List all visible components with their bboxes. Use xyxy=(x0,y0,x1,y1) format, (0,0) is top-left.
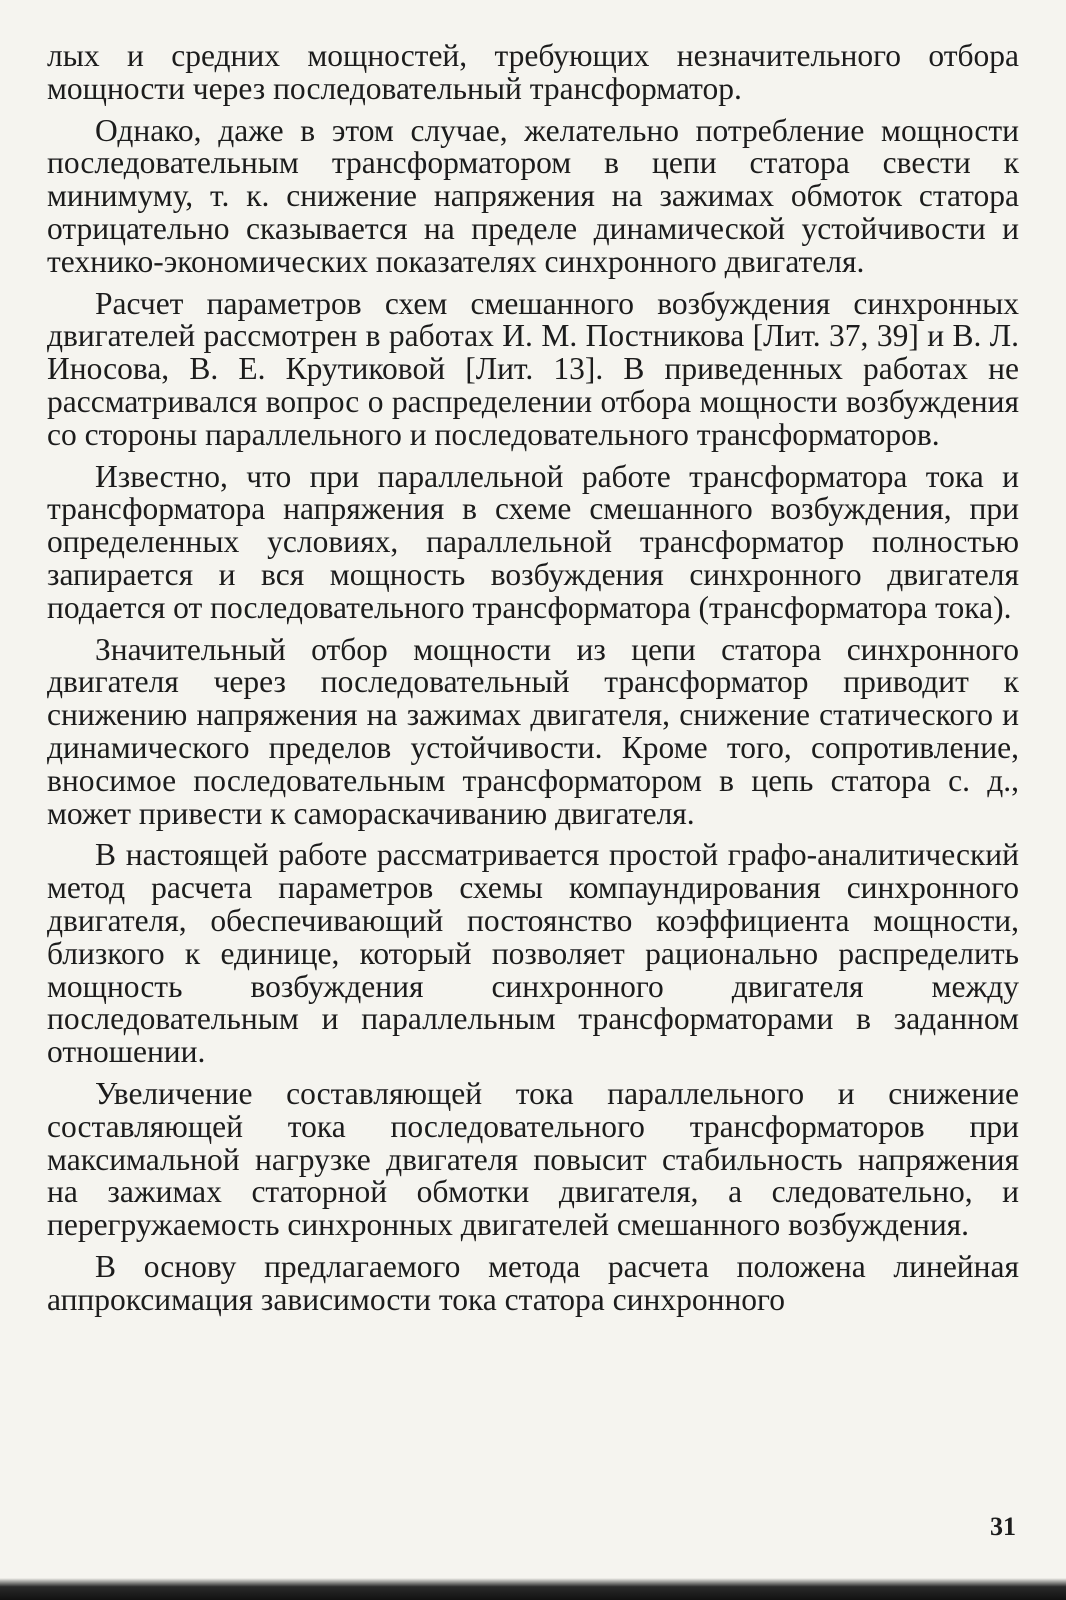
paragraph-4: Известно, что при параллельной работе трансформатора тока и трансформатора напряжения в схеме смешанного возбуждения, при определенных условиях, параллельной трансформатор полностью запирается и вся мощность возбуждения синхронного двигателя подается от последовательного трансформатора (трансформатора тока). xyxy=(47,458,1019,625)
scan-bottom-edge xyxy=(0,1578,1066,1600)
paragraph-6: В настоящей работе рассматривается простой графо-аналитический метод расчета параметров схемы компаундирования синхронного двигателя, обеспечивающий постоянство коэффициента мощности, близкого к единице, который позволяет рационально распределить мощность возбуждения синхронного двигателя между последовательным и параллельным трансформаторами в заданном отношении. xyxy=(47,837,1019,1070)
paragraph-2: Однако, даже в этом случае, желательно потребление мощности последовательным трансформатором в цепи статора свести к минимуму, т. к. снижение напряжения на зажимах обмоток статора отрицательно сказывается на пределе динамической устойчивости и технико-экономических показателях синхронного двигателя. xyxy=(47,112,1019,279)
paragraph-1: лых и средних мощностей, требующих незначительного отбора мощности через последовательный трансформатор. xyxy=(47,38,1019,106)
page-number: 31 xyxy=(990,1512,1016,1541)
page-body-text xyxy=(47,40,1019,1325)
paragraph-5: Значительный отбор мощности из цепи статора синхронного двигателя через последовательный трансформатор приводит к снижению напряжения на зажимах двигателя, снижение статического и динамического пределов устойчивости. Кроме того, сопротивление, вносимое последовательным трансформатором в цепь статора с. д., может привести к самораскачиванию двигателя. xyxy=(47,631,1019,831)
paragraph-3: Расчет параметров схем смешанного возбуждения синхронных двигателей рассмотрен в работах И. М. Постникова [Лит. 37, 39] и В. Л. Иносова, В. Е. Крутиковой [Лит. 13]. В приведенных работах не рассматривался вопрос о распределении отбора мощности возбуждения со стороны параллельного и последовательного трансформаторов. xyxy=(47,285,1019,452)
paragraph-7: Увеличение составляющей тока параллельного и снижение составляющей тока последовательного трансформаторов при максимальной нагрузке двигателя повысит стабильность напряжения на зажимах статорной обмотки двигателя, а следовательно, и перегружаемость синхронных двигателей смешанного возбуждения. xyxy=(47,1075,1019,1243)
paragraph-8: В основу предлагаемого метода расчета положена линейная аппроксимация зависимости тока статора синхронного xyxy=(47,1248,1019,1317)
